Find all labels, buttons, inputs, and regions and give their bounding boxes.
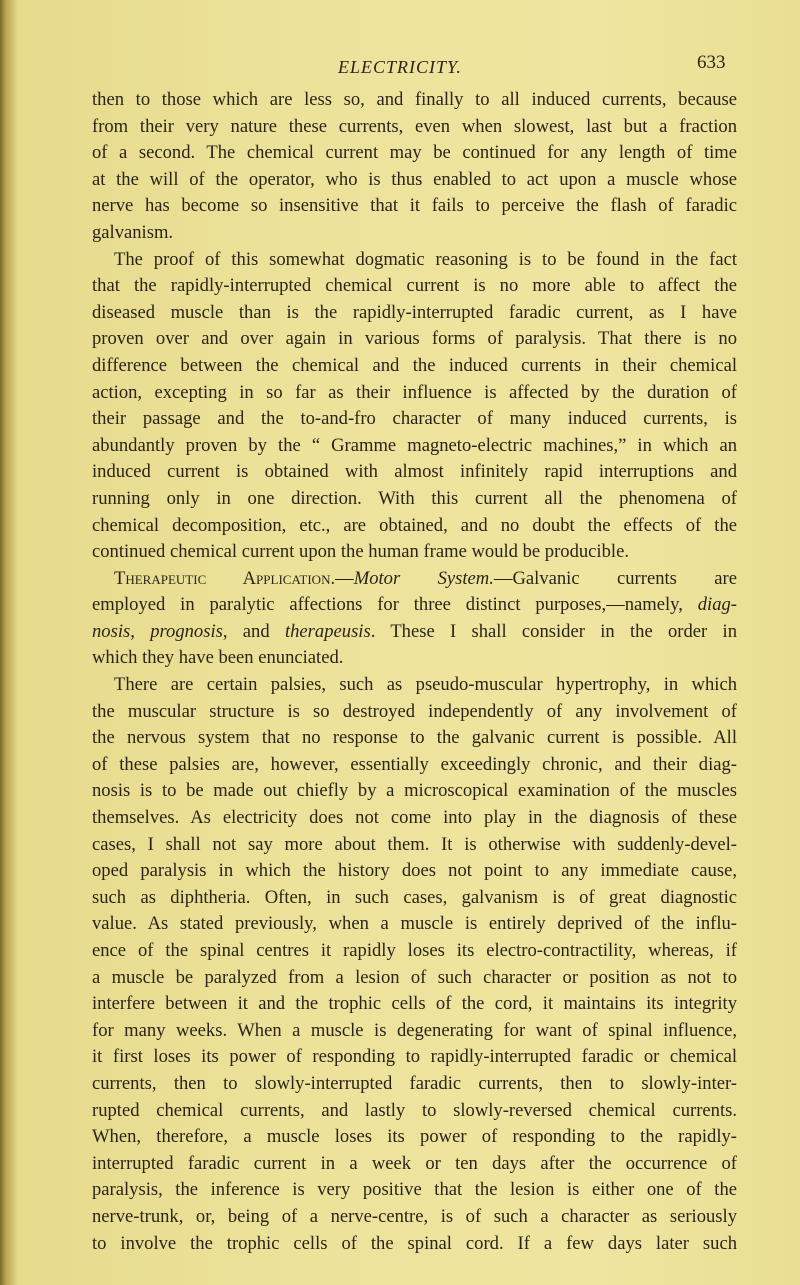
- italic-text: therapeusis: [284, 620, 371, 642]
- text-segment: rupted chemical currents, and lastly to slowly-reversed chemical currents.: [92, 1099, 737, 1121]
- text-line: [92, 778, 737, 805]
- text-line: [92, 805, 737, 832]
- text-segment: their passage and the to-and-fro character of many induced currents, is: [92, 408, 737, 430]
- text-segment: —Galvanic currents are: [493, 567, 737, 589]
- text-line: [92, 1177, 737, 1204]
- text-segment: from their very nature these currents, even when slowest, last but a fraction: [92, 115, 737, 137]
- text-segment: chemical decomposition, etc., are obtained, and no doubt the effects of the: [92, 514, 737, 536]
- text-segment: ence of the spinal centres it rapidly loses its electro-contractility, whereas, if: [92, 940, 737, 961]
- section-heading: Therapeutic Application.: [114, 567, 336, 589]
- text-segment: continued chemical current upon the human frame would be producible.: [92, 541, 629, 563]
- text-line: [92, 1018, 737, 1045]
- text-line: [92, 1098, 737, 1125]
- text-line: [92, 832, 737, 859]
- text-line: [92, 672, 737, 699]
- text-line: [92, 991, 737, 1018]
- text-line: [92, 725, 737, 752]
- text-line: [92, 619, 737, 646]
- text-line: [92, 140, 737, 167]
- text-line: [92, 539, 737, 566]
- text-segment: of these palsies are, however, essentially exceedingly chronic, and their diag-: [92, 753, 737, 775]
- text-segment: running only in one direction. With this current all the phenomena of: [92, 487, 737, 509]
- text-line: [92, 1231, 737, 1258]
- page-number: 633: [697, 52, 726, 73]
- text-segment: the muscular structure is so destroyed independently of any involvement of: [92, 700, 737, 722]
- text-line: [92, 353, 737, 380]
- text-segment: action, excepting in so far as their influence is affected by the duration of: [92, 381, 737, 403]
- text-line: [92, 300, 737, 327]
- text-line: [92, 486, 737, 513]
- text-segment: proven over and over again in various forms of paralysis. That there is no: [92, 328, 737, 350]
- text-segment: at the will of the operator, who is thus enabled to act upon a muscle whose: [92, 168, 737, 190]
- text-segment: interfere between it and the trophic cells of the cord, it maintains its integrity: [92, 993, 737, 1015]
- text-segment: that the rapidly-interrupted chemical current is no more able to affect the: [92, 275, 737, 297]
- text-line: [92, 1071, 737, 1098]
- text-segment: currents, then to slowly-interrupted faradic currents, then to slowly-inter-: [92, 1072, 737, 1094]
- running-title: ELECTRICITY.: [338, 57, 462, 77]
- text-line: [92, 247, 737, 274]
- text-segment: which they have been enunciated.: [92, 647, 344, 669]
- text-segment: nerve-trunk, or, being of a nerve-centre, is of such a character as seriously: [92, 1205, 737, 1227]
- text-segment: . These I shall consider in the order in: [370, 620, 737, 642]
- text-segment: When, therefore, a muscle loses its power of responding to the rapidly-: [92, 1126, 737, 1148]
- text-line: [92, 459, 737, 486]
- text-segment: a muscle be paralyzed from a lesion of such character or position as not to: [92, 966, 737, 988]
- text-segment: of a second. The chemical current may be continued for any length of time: [92, 142, 737, 164]
- text-line: [92, 911, 737, 938]
- text-segment: employed in paralytic affections for three distinct purposes,—namely,: [92, 594, 698, 616]
- text-segment: —: [335, 567, 354, 589]
- text-segment: the nervous system that no response to the galvanic current is possible. All: [92, 727, 737, 749]
- text-segment: There are certain palsies, such as pseudo-muscular hypertrophy, in which: [114, 674, 737, 696]
- text-line: [92, 938, 737, 965]
- text-line: [92, 1044, 737, 1071]
- italic-text: prognosis: [150, 620, 223, 642]
- text-line: [92, 193, 737, 220]
- text-segment: to involve the trophic cells of the spinal cord. If a few days later such: [92, 1232, 737, 1254]
- text-segment: The proof of this somewhat dogmatic reasoning is to be found in the fact: [114, 248, 737, 270]
- text-line: [92, 592, 737, 619]
- text-line: [92, 167, 737, 194]
- text-segment: nosis is to be made out chiefly by a microscopical examination of the muscles: [92, 780, 737, 802]
- text-line: [92, 885, 737, 912]
- text-line: [92, 433, 737, 460]
- text-line: [92, 1151, 737, 1178]
- text-segment: it first loses its power of responding to rapidly-interrupted faradic or chemical: [92, 1046, 737, 1068]
- text-line: [92, 699, 737, 726]
- text-line: [92, 406, 737, 433]
- italic-text: Motor System.: [353, 567, 494, 589]
- text-line: [92, 114, 737, 141]
- text-segment: oped paralysis in which the history does not point to any immediate cause,: [92, 860, 737, 882]
- text-segment: galvanism.: [92, 221, 174, 243]
- text-line: [92, 752, 737, 779]
- text-segment: interrupted faradic current in a week or ten days after the occurrence of: [92, 1152, 737, 1174]
- text-segment: ,: [130, 620, 151, 642]
- italic-text: nosis: [92, 620, 131, 642]
- text-segment: nerve has become so insensitive that it fails to perceive the flash of faradic: [92, 195, 737, 217]
- text-line: [92, 1204, 737, 1231]
- page-header: [0, 52, 800, 82]
- text-segment: diseased muscle than is the rapidly-interrupted faradic current, as I have: [92, 301, 737, 323]
- text-line: [92, 87, 737, 114]
- italic-text: diag-: [697, 594, 737, 616]
- text-segment: themselves. As electricity does not come into play in the diagnosis of these: [92, 807, 737, 829]
- text-line: [92, 513, 737, 540]
- text-segment: abundantly proven by the “ Gramme magneto-electric machines,” in which an: [92, 434, 737, 456]
- text-segment: cases, I shall not say more about them. It is otherwise with suddenly-devel-: [92, 833, 737, 855]
- text-segment: induced current is obtained with almost infinitely rapid interruptions and: [92, 461, 737, 483]
- text-segment: value. As stated previously, when a muscle is entirely deprived of the influ-: [92, 913, 737, 935]
- text-segment: difference between the chemical and the induced currents in their chemical: [92, 354, 737, 376]
- text-line: [92, 965, 737, 992]
- text-segment: such as diphtheria. Often, in such cases, galvanism is of great diagnostic: [92, 886, 737, 908]
- text-segment: for many weeks. When a muscle is degenerating for want of spinal influence,: [92, 1019, 737, 1041]
- text-segment: then to those which are less so, and finally to all induced currents, because: [92, 89, 737, 110]
- text-line: [92, 645, 737, 672]
- text-segment: paralysis, the inference is very positive that the lesion is either one of the: [92, 1179, 737, 1201]
- text-line: [92, 220, 737, 247]
- text-line: [92, 326, 737, 353]
- text-line: [92, 858, 737, 885]
- text-line: [92, 566, 737, 593]
- text-segment: , and: [222, 620, 285, 642]
- body-text: [92, 87, 737, 1257]
- text-line: [92, 273, 737, 300]
- text-line: [92, 1124, 737, 1151]
- text-line: [92, 380, 737, 407]
